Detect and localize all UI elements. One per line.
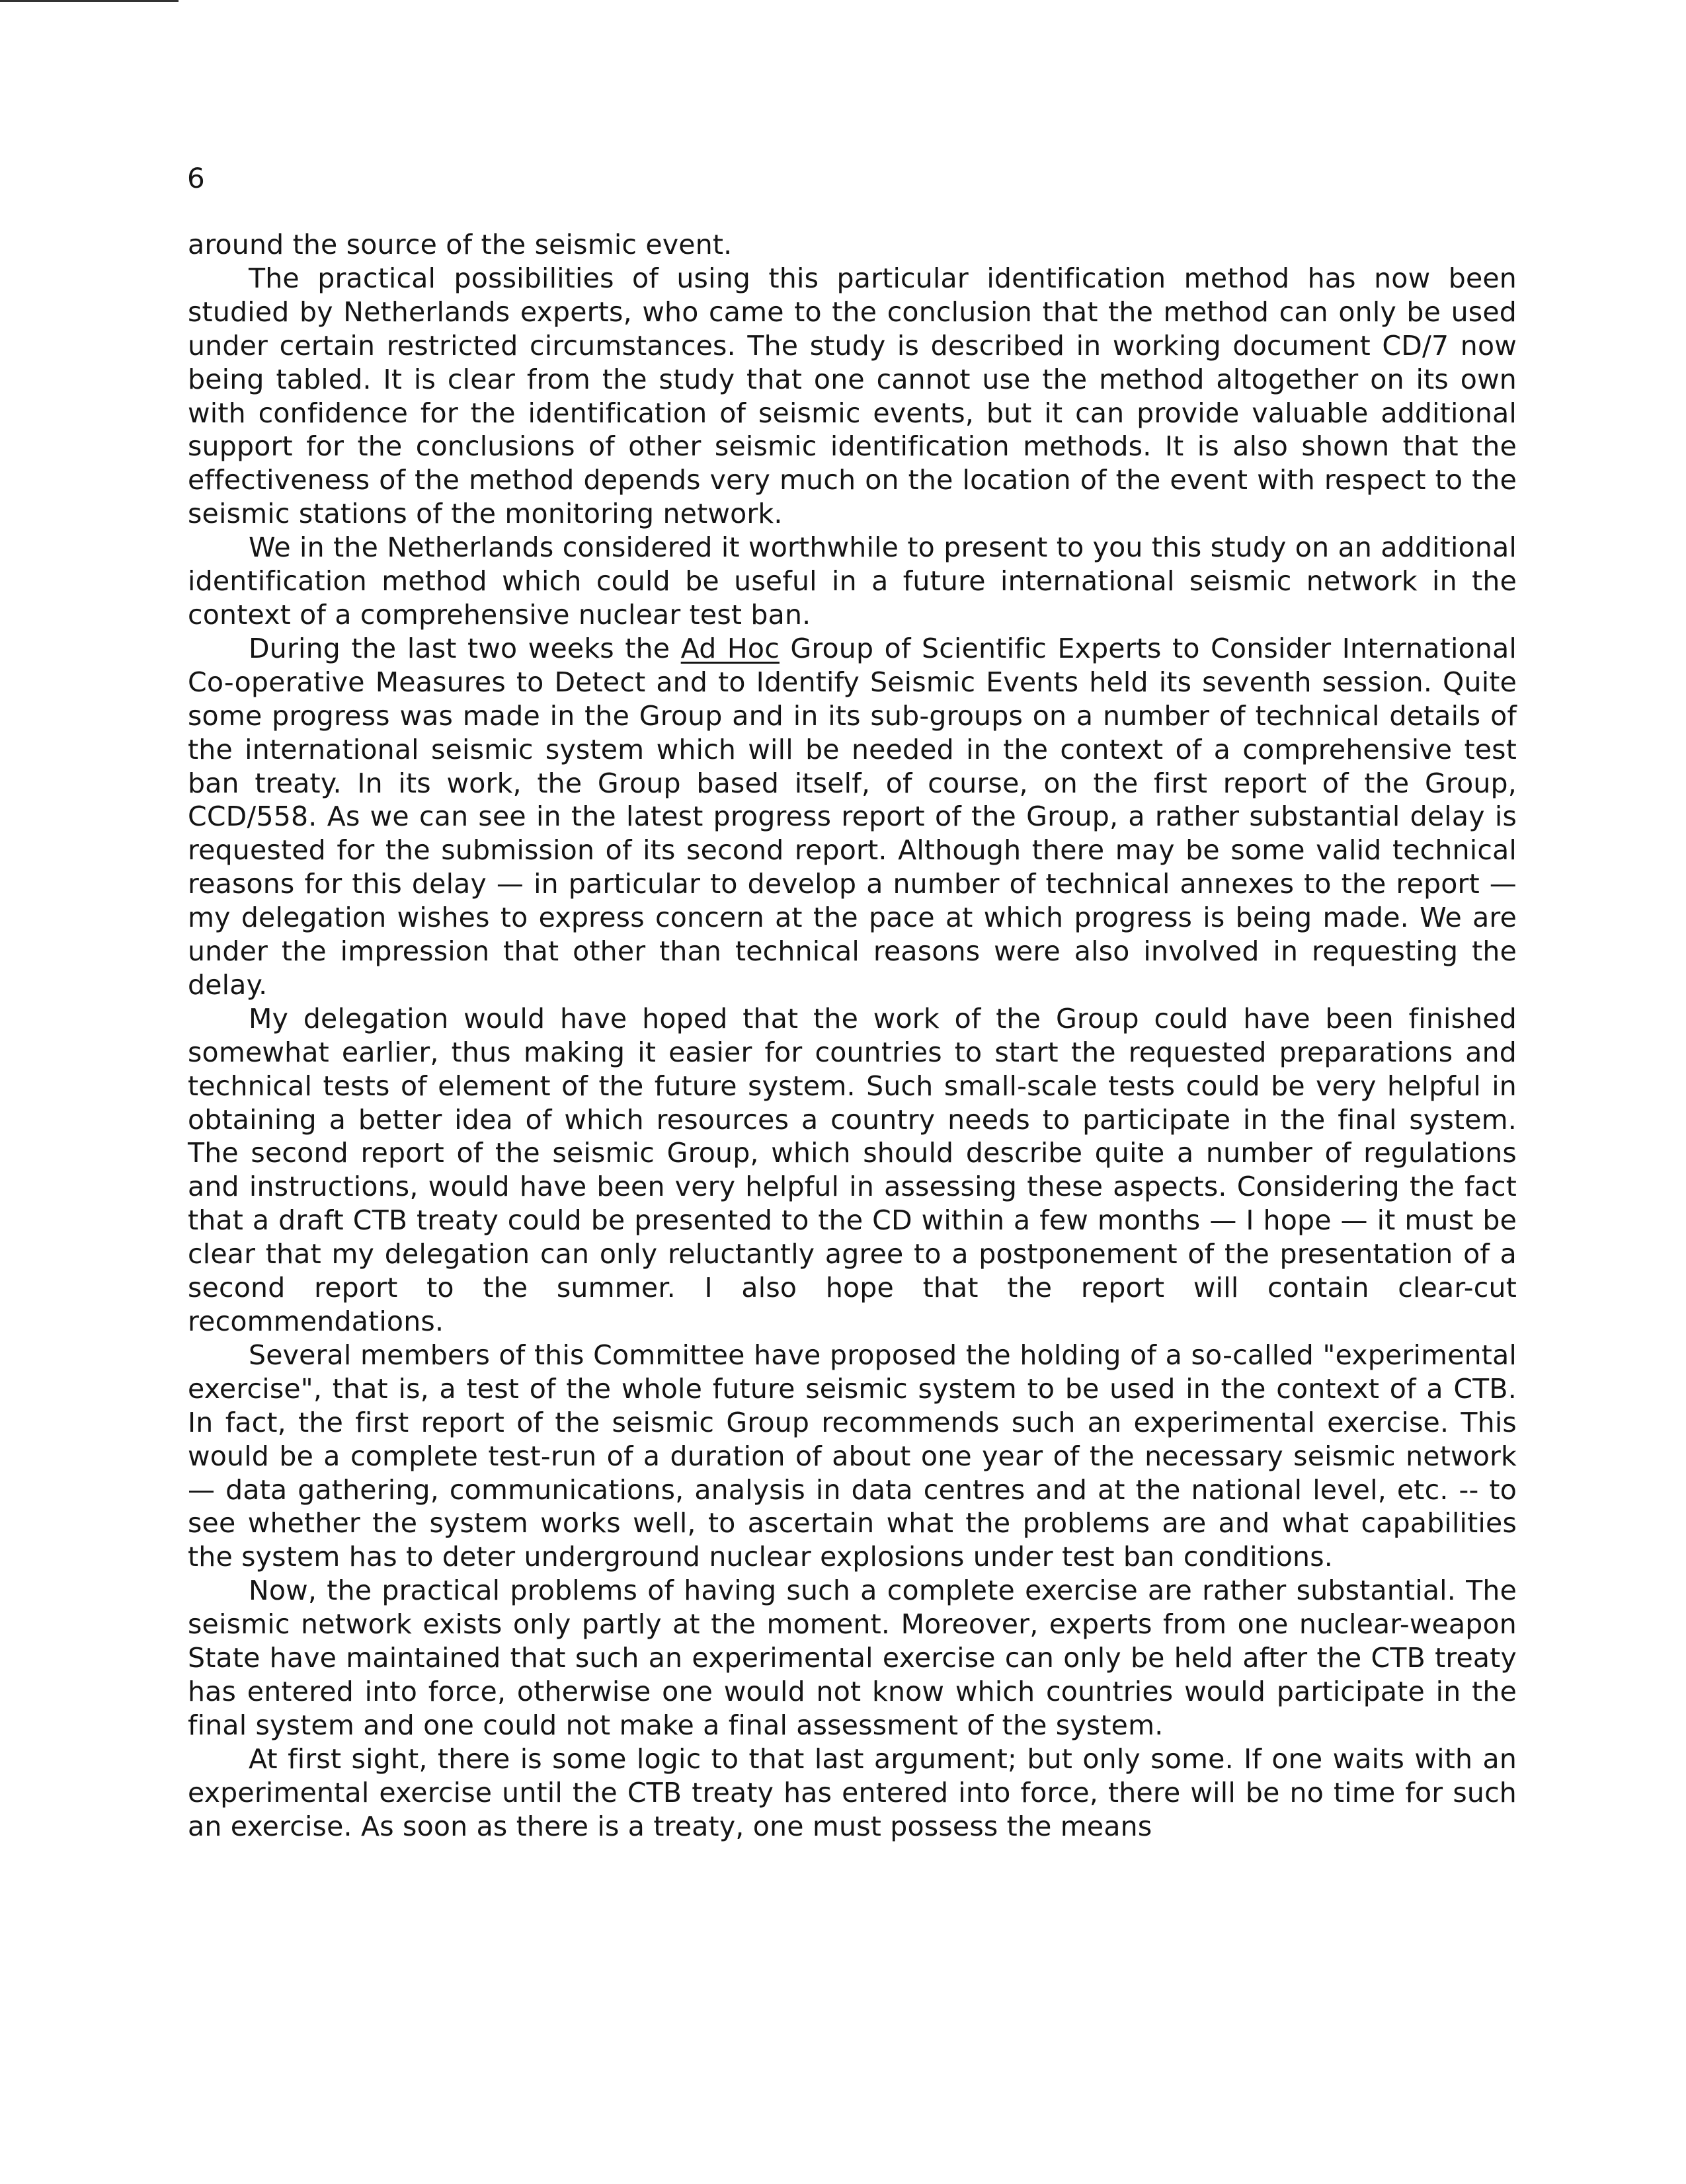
page-number: 6: [187, 162, 205, 194]
document-body: [188, 228, 1517, 1844]
paragraph-8: At first sight, there is some logic to that last argument; but only some. If one waits with an experimental exercise until the CTB treaty has entered into force, there will be no time for such an exercise. As soon as there is a treaty, one must possess the means: [188, 1742, 1517, 1842]
paragraph-3: We in the Netherlands considered it worthwhile to present to you this study on an additional identification method which could be useful in a future international seismic network in the context of a comprehensive nuclear test ban.: [188, 531, 1517, 631]
paragraph-6: Several members of this Committee have proposed the holding of a so-called "experimental exercise", that is, a test of the whole future seismic system to be used in the context of a CTB. In fact, the first report of the seismic Group recommends such an experimental exercise. This would be a complete test-run of a duration of about one year of the necessary seismic network — data gathering, communications, analysis in data centres and at the national level, etc. -- to see whether the system works well, to ascertain what the problems are and what capabilities the system has to deter underground nuclear explosions under test ban conditions.: [188, 1339, 1517, 1573]
paragraph-4: [188, 632, 1517, 1002]
paragraph-7: Now, the practical problems of having such a complete exercise are rather substantial. The seismic network exists only partly at the moment. Moreover, experts from one nuclear-weapon State have maintained that such an experimental exercise can only be held after the CTB treaty has entered into force, otherwise one would not know which countries would participate in the final system and one could not make a final assessment of the system.: [188, 1575, 1517, 1741]
paragraph-1: around the source of the seismic event.: [188, 229, 733, 260]
scan-edge-rule: [0, 0, 179, 2]
ad-hoc-underlined-term: Ad Hoc: [680, 632, 780, 664]
paragraph-4-before: During the last two weeks the: [249, 632, 681, 664]
paragraph-4-after: Group of Scientific Experts to Consider International Co-operative Measures to Detect and to Identify Seismic Events held its seventh session. Quite some progress was made in the Group and in its sub-groups on a number of technical details of the international seismic system which will be needed in the context of a comprehensive test ban treaty. In its work, the Group based itself, of course, on the first report of the Group, CCD/558. As we can see in the latest progress report of the Group, a rather substantial delay is requested for the submission of its second report. Although there may be some valid technical reasons for this delay — in particular to develop a number of technical annexes to the report — my delegation wishes to express concern at the pace at which progress is being made. We are under the impression that other than technical reasons were also involved in requesting the delay.: [188, 632, 1517, 1001]
paragraph-2: The practical possibilities of using this particular identification method has now been studied by Netherlands experts, who came to the conclusion that the method can only be used under certain restricted circumstances. The study is described in working document CD/7 now being tabled. It is clear from the study that one cannot use the method altogether on its own with confidence for the identification of seismic events, but it can provide valuable additional support for the conclusions of other seismic identification methods. It is also shown that the effectiveness of the method depends very much on the location of the event with respect to the seismic stations of the monitoring network.: [188, 262, 1517, 530]
paragraph-5: My delegation would have hoped that the work of the Group could have been finished somewhat earlier, thus making it easier for countries to start the requested preparations and technical tests of element of the future system. Such small-scale tests could be very helpful in obtaining a better idea of which resources a country needs to participate in the final system. The second report of the seismic Group, which should describe quite a number of regulations and instructions, would have been very helpful in assessing these aspects. Considering the fact that a draft CTB treaty could be presented to the CD within a few months — I hope — it must be clear that my delegation can only reluctantly agree to a postponement of the presentation of a second report to the summer. I also hope that the report will contain clear-cut recommendations.: [188, 1002, 1517, 1337]
